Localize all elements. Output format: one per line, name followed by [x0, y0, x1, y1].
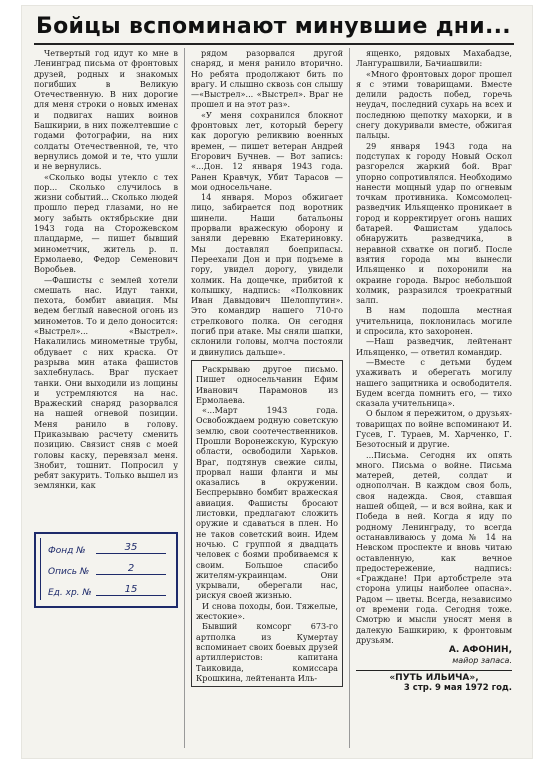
paragraph: рядом разорвался другой снаряд, и меня ранило вторично. Но ребята продолжают бить по врагу. И слышно сквозь сон слышу —«Выстрел»... «Выстрел». Враг не прошел и на этот раз». [191, 48, 343, 110]
paragraph: Бывший комсорг 673-го артполка из Кумертау вспоминает своих боевых друзей артиллеристов: капитана Таиковида, комиссара Крошкина, лейтенанта Иль- [196, 621, 338, 683]
stamp-frame-line [40, 538, 46, 600]
paragraph: «...Март 1943 года. Освобождаем родную советскую землю, свои соотечественников. Прошли Воронежскую, Курскую области, освободили Харьков. Враг, подтянув свежие силы, прорвал наши фланги и мы оказались в окружении. Беспрерывно бомбит вражеская авиация. Фашисты бросают листовки, предлагают сложить оружие и сдаваться в плен. Но не таков советский воин. Идем ночью. С группой я двадцать человек с боями пробиваемся к своим. Большое спасибо жителям-украинцам. Они укрывали, оберегали нас, рискуя своей жизнью. [196, 405, 338, 601]
paragraph: И снова походы, бои. Тяжелые, жестокие». [196, 600, 338, 622]
author-name: А. АФОНИН, [448, 645, 512, 656]
storage-unit-value: 15 [96, 584, 166, 596]
fond-label: Фонд № [48, 546, 86, 556]
article-column-1 [34, 48, 178, 491]
archive-stamp [34, 532, 178, 608]
article-column-2 [191, 48, 343, 687]
opis-label: Опись № [48, 567, 90, 577]
column-divider [349, 48, 350, 748]
framed-passage [191, 360, 343, 687]
paragraph: ященко, рядовых Махабадзе, Лангурашвили, Бачиашвили: [356, 48, 512, 69]
headline: Бойцы вспоминают минувшие дни... [36, 14, 511, 39]
paragraph: О былом я пережитом, о друзьях-товарищах по войне вспоминают И. Гусев, Г. Тураев, М. Харченко, Г. Безотосный и другие. [356, 408, 512, 450]
paragraph: —Фашисты с землей хотели смешать нас. Идут танки, пехота, бомбит авиация. Мы ведем беглый навесной огонь из минометов. То и дело доносится: «Выстрел»... «Выстрел». Накалились минометные трубы, обдувает с них краска. От разрыва мин атака фашистов захлебнулась. Враг пускает танки. Они выходили из лощины и устремляются на нас. Вражеский снаряд разорвался на нашей огневой позиции. Меня ранило в голову. Приказываю расчету сменить позицию. Связист сняв с моей головы каску, перевязал меня. Знобит, тошнит. Попросил у ребят закурить. Только вышел из землянки, как [34, 274, 178, 491]
paragraph: ...Письма. Сегодня их опять много. Письма о войне. Письма матерей, детей, солдат и однополчан. В каждом своя боль, своя надежда. Своя, ставшая нашей общей, — и вся война, как и Победа в ней. Когда я иду по родному Ленинграду, то всегда останавливаюсь у дома № 14 на Невском проспекте и вновь читаю оставленную, как вечное предостережение, надпись: «Граждане! При артобстреле эта сторона улицы наиболее опасна». Радом — цветы. Всегда, независимо от времени года. Сегодня тоже. Смотрю и мысли уносят меня в далекую Башкирию, к фронтовым друзьям. [356, 449, 512, 645]
source-newspaper: «ПУТЬ ИЛЬИЧА», [356, 670, 512, 683]
fond-value: 35 [96, 542, 166, 554]
headline-rule [34, 43, 514, 45]
author-rank: майор запаса. [452, 655, 512, 665]
paragraph: «Много фронтовых дорог прошел я с этими товарищами. Вместе делили радость побед, горечь неудач, последний сухарь на всех и последнюю щепотку махорки, и в снегу докуривали вместе, обжигая пальцы. [356, 68, 512, 141]
paragraph: Раскрываю другое письмо. Пишет односельчанин Ефим Иванович Парамонов из Ермолаева. [196, 363, 338, 405]
paragraph: В нам подошла местная учительница, поклонилась могиле и спросила, кто захоронен. [356, 305, 512, 337]
source-date: 3 стр. 9 мая 1972 год. [403, 683, 512, 694]
paragraph: 29 января 1943 года на подступах к городу Новый Оскол разгорелся жаркий бой. Враг упорно сопротивлялся. Необходимо нанести мощный удар по огневым точкам противника. Комсомолец-разведчик Ильященко проникает в город и корректирует огонь наших батарей. Фашистам удалось обнаружить разведчика, в неравной схватке он погиб. После взятия города мы вынесли Ильященко и похоронили на окраине города. Вырос небольшой холмик, разразился троекратный залп. [356, 140, 512, 306]
storage-unit-label: Ед. хр. № [48, 588, 92, 598]
paragraph: Четвертый год идут ко мне в Ленинград письма от фронтовых друзей, родных и знакомых погибших в Великую Отечественную. В них дорогие для меня строки о новых именах и подвигах наших воинов Башкирии, в них пожелтевшие с годами фотографии, на них солдаты Отечественной, те, что вернулись домой и те, что ушли и не вернулись. [34, 48, 178, 172]
paragraph: —Наш разведчик, лейтенант Ильященко, — ответил командир. [356, 336, 512, 357]
article-column-3 [356, 48, 512, 693]
paragraph: «Сколько воды утекло с тех пор... Сколько случилось в жизни событий... Сколько людей прошло перед глазами, но не могу забыть октябрьские дни 1943 года на Сторожевском плацдарме, — пишет бывший минометчик, житель р. п. Ермолаево, Федор Семенович Воробьев. [34, 171, 178, 275]
paragraph: 14 января. Мороз обжигает лицо, забирается под воротник шинели. Наши батальоны прорвали вражескую оборону и заняли деревню Екатериновку. Мы доставлял боеприпасы. Переехали Дон и при подъеме в гору, увидел дорогу, увидели холмик. На дощечке, прибитой к колышку, надпись: «Полковник Иван Давыдович Шелоппутин». Это командир нашего 710-го стрелкового полка. Он сегодня погиб при атаке. Мы сняли шапки, склонили головы, молча постояли и двинулись дальше». [191, 192, 343, 357]
column-divider [184, 48, 185, 748]
paragraph: —Вместе с детьми будем ухаживать и оберегать могилу нашего защитника и освободителя. Будем всегда помнить его, — тихо сказала учительница». [356, 356, 512, 409]
paragraph: «У меня сохранился блокнот фронтовых лет, который берегу как дорогую реликвию военных времен, — пишет ветеран Андрей Егорович Бучнев. — Вот запись: «...Дон. 12 января 1943 года. Ранен Кравчук, Убит Тарасов — мои односельчане. [191, 109, 343, 192]
opis-value: 2 [96, 563, 166, 575]
